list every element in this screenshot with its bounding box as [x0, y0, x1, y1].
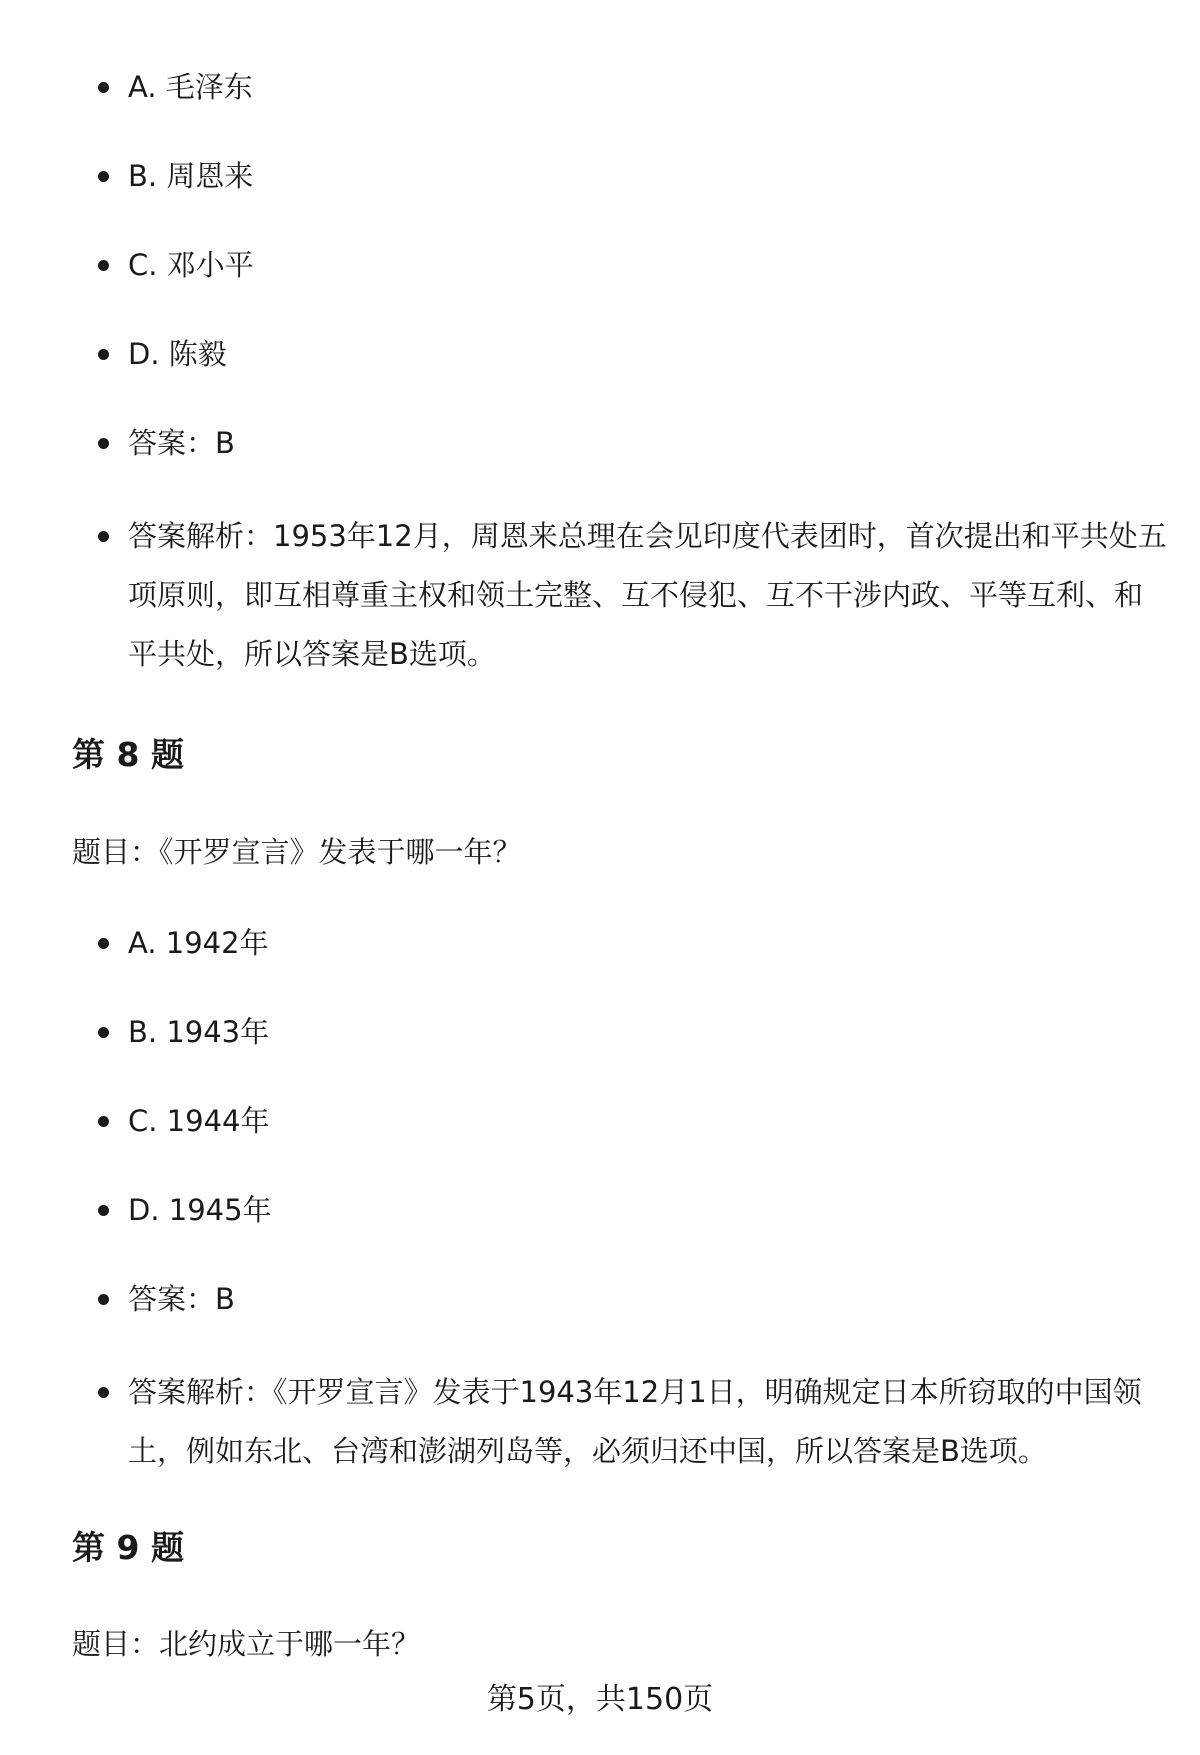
q8-heading: 第 8 题 [72, 735, 184, 774]
q8-question: 题目：《开罗宣言》发表于哪一年？ [72, 835, 522, 869]
q7-option-d: D. 陈毅 [128, 325, 1168, 384]
q9-heading: 第 9 题 [72, 1528, 184, 1567]
q8-option-d: D. 1945年 [128, 1181, 1168, 1240]
q7-explanation: 答案解析：1953年12月，周恩来总理在会见印度代表团时，首次提出和平共处五项原则，即互相尊重主权和领土完整、互不侵犯、互不干涉内政、平等互利、和平共处，所以答案是B选项。 [128, 507, 1168, 684]
q8-option-a: A. 1942年 [128, 914, 1168, 973]
q8-explanation: 答案解析：《开罗宣言》发表于1943年12月1日，明确规定日本所窃取的中国领土，例如东北、台湾和澎湖列岛等，必须归还中国，所以答案是B选项。 [128, 1363, 1168, 1481]
q7-option-a: A. 毛泽东 [128, 58, 1168, 117]
q8-option-c: C. 1944年 [128, 1092, 1168, 1151]
q7-answer: 答案：B [128, 414, 1168, 473]
q7-option-c: C. 邓小平 [128, 236, 1168, 295]
q9-question: 题目：北约成立于哪一年？ [72, 1627, 421, 1661]
q8-option-b: B. 1943年 [128, 1003, 1168, 1062]
page-indicator: 第5页，共150页 [486, 1682, 714, 1717]
q8-answer: 答案：B [128, 1270, 1168, 1329]
q7-option-b: B. 周恩来 [128, 147, 1168, 206]
